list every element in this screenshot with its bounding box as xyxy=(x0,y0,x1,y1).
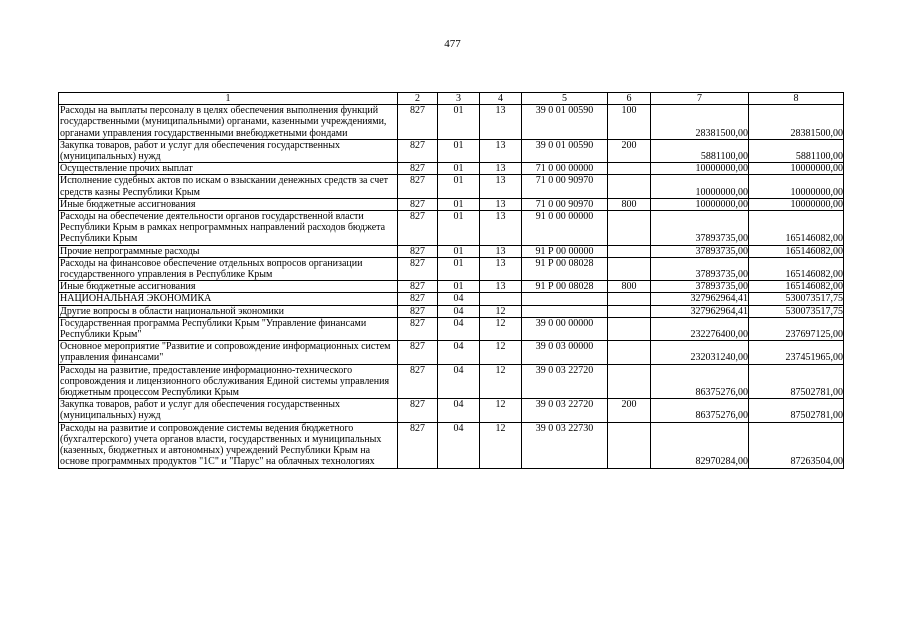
cell-expense-type: 200 xyxy=(608,399,651,422)
table-row xyxy=(59,245,844,257)
table-row xyxy=(59,293,844,305)
cell-code: 827 xyxy=(398,139,438,162)
cell-amount-col7: 327962964,41 xyxy=(651,293,749,305)
cell-amount-col8: 530073517,75 xyxy=(749,293,844,305)
cell-subsection: 13 xyxy=(480,163,522,175)
cell-section: 01 xyxy=(438,281,480,293)
cell-code: 827 xyxy=(398,105,438,140)
table-row xyxy=(59,399,844,422)
cell-section: 01 xyxy=(438,139,480,162)
cell-amount-col8: 87502781,00 xyxy=(749,399,844,422)
cell-amount-col8: 28381500,00 xyxy=(749,105,844,140)
cell-section: 01 xyxy=(438,211,480,246)
cell-amount-col8: 237697125,00 xyxy=(749,317,844,340)
cell-subsection: 13 xyxy=(480,105,522,140)
cell-expense-type xyxy=(608,293,651,305)
cell-name: Закупка товаров, работ и услуг для обеспечения государственных (муниципальных) нужд xyxy=(59,139,398,162)
table-row xyxy=(59,198,844,210)
cell-amount-col7: 37893735,00 xyxy=(651,281,749,293)
cell-expense-type xyxy=(608,364,651,399)
cell-target-article xyxy=(522,305,608,317)
cell-amount-col7: 232276400,00 xyxy=(651,317,749,340)
cell-target-article: 39 0 03 22720 xyxy=(522,399,608,422)
header-cell-1: 1 xyxy=(59,93,398,105)
cell-subsection: 13 xyxy=(480,281,522,293)
cell-code: 827 xyxy=(398,399,438,422)
table-row xyxy=(59,211,844,246)
cell-amount-col7: 37893735,00 xyxy=(651,245,749,257)
cell-subsection: 12 xyxy=(480,341,522,364)
cell-subsection: 13 xyxy=(480,175,522,198)
cell-section: 01 xyxy=(438,163,480,175)
cell-expense-type xyxy=(608,245,651,257)
cell-section: 04 xyxy=(438,399,480,422)
cell-target-article: 71 0 00 90970 xyxy=(522,198,608,210)
cell-amount-col8: 10000000,00 xyxy=(749,163,844,175)
table-row xyxy=(59,317,844,340)
cell-subsection: 13 xyxy=(480,139,522,162)
cell-section: 04 xyxy=(438,364,480,399)
cell-name: Прочие непрограммные расходы xyxy=(59,245,398,257)
cell-section: 04 xyxy=(438,293,480,305)
cell-amount-col7: 86375276,00 xyxy=(651,364,749,399)
cell-code: 827 xyxy=(398,422,438,468)
cell-subsection: 13 xyxy=(480,257,522,280)
header-cell-5: 5 xyxy=(522,93,608,105)
cell-name: Иные бюджетные ассигнования xyxy=(59,281,398,293)
cell-subsection: 12 xyxy=(480,317,522,340)
cell-name: Расходы на финансовое обеспечение отдельных вопросов организации государственного управления в Республике Крым xyxy=(59,257,398,280)
table-row xyxy=(59,163,844,175)
cell-amount-col7: 37893735,00 xyxy=(651,257,749,280)
cell-name: Исполнение судебных актов по искам о взыскании денежных средств за счет средств казны Республики Крым xyxy=(59,175,398,198)
cell-expense-type xyxy=(608,341,651,364)
cell-target-article: 71 0 00 00000 xyxy=(522,163,608,175)
table-row xyxy=(59,175,844,198)
cell-subsection: 12 xyxy=(480,364,522,399)
header-cell-6: 6 xyxy=(608,93,651,105)
cell-section: 01 xyxy=(438,198,480,210)
cell-amount-col8: 237451965,00 xyxy=(749,341,844,364)
cell-name: Расходы на развитие и сопровождение системы ведения бюджетного (бухгалтерского) учета органов власти, государственных и муниципальных (казенных, бюджетных и автономных) учреждений Республики Крым на основе программных продуктов "1С" и "Парус" на облачных технологиях xyxy=(59,422,398,468)
cell-amount-col7: 5881100,00 xyxy=(651,139,749,162)
cell-code: 827 xyxy=(398,257,438,280)
cell-name: Закупка товаров, работ и услуг для обеспечения государственных (муниципальных) нужд xyxy=(59,399,398,422)
cell-section: 01 xyxy=(438,105,480,140)
cell-expense-type xyxy=(608,305,651,317)
cell-subsection: 12 xyxy=(480,399,522,422)
cell-code: 827 xyxy=(398,245,438,257)
cell-code: 827 xyxy=(398,317,438,340)
cell-code: 827 xyxy=(398,364,438,399)
cell-code: 827 xyxy=(398,198,438,210)
cell-target-article: 39 0 03 22730 xyxy=(522,422,608,468)
cell-amount-col7: 28381500,00 xyxy=(651,105,749,140)
cell-expense-type: 800 xyxy=(608,281,651,293)
cell-name: НАЦИОНАЛЬНАЯ ЭКОНОМИКА xyxy=(59,293,398,305)
header-cell-7: 7 xyxy=(651,93,749,105)
cell-amount-col7: 10000000,00 xyxy=(651,175,749,198)
cell-amount-col7: 10000000,00 xyxy=(651,198,749,210)
cell-code: 827 xyxy=(398,281,438,293)
cell-expense-type xyxy=(608,175,651,198)
page-number: 477 xyxy=(444,38,461,50)
cell-expense-type xyxy=(608,211,651,246)
cell-name: Иные бюджетные ассигнования xyxy=(59,198,398,210)
cell-amount-col7: 86375276,00 xyxy=(651,399,749,422)
cell-expense-type xyxy=(608,317,651,340)
cell-section: 01 xyxy=(438,257,480,280)
cell-section: 04 xyxy=(438,422,480,468)
cell-subsection: 13 xyxy=(480,245,522,257)
table-header-row xyxy=(59,93,844,105)
header-cell-2: 2 xyxy=(398,93,438,105)
budget-table xyxy=(58,92,844,469)
table-row xyxy=(59,364,844,399)
cell-name: Государственная программа Республики Крым "Управление финансами Республики Крым" xyxy=(59,317,398,340)
cell-name: Другие вопросы в области национальной экономики xyxy=(59,305,398,317)
cell-amount-col7: 37893735,00 xyxy=(651,211,749,246)
table-row xyxy=(59,105,844,140)
cell-section: 04 xyxy=(438,317,480,340)
cell-expense-type: 800 xyxy=(608,198,651,210)
cell-expense-type: 200 xyxy=(608,139,651,162)
table-row xyxy=(59,422,844,468)
header-cell-8: 8 xyxy=(749,93,844,105)
cell-name: Расходы на выплаты персоналу в целях обеспечения выполнения функций государственными (муниципальными) органами, казенными учреждениями, органами управления государственными внебюджетными фондами xyxy=(59,105,398,140)
cell-section: 04 xyxy=(438,341,480,364)
cell-expense-type xyxy=(608,422,651,468)
cell-target-article: 39 0 01 00590 xyxy=(522,105,608,140)
table-row xyxy=(59,257,844,280)
cell-amount-col8: 87263504,00 xyxy=(749,422,844,468)
header-cell-3: 3 xyxy=(438,93,480,105)
cell-amount-col7: 327962964,41 xyxy=(651,305,749,317)
cell-section: 01 xyxy=(438,245,480,257)
cell-amount-col8: 165146082,00 xyxy=(749,281,844,293)
cell-amount-col7: 10000000,00 xyxy=(651,163,749,175)
cell-target-article xyxy=(522,293,608,305)
cell-code: 827 xyxy=(398,163,438,175)
cell-amount-col8: 165146082,00 xyxy=(749,245,844,257)
cell-amount-col8: 87502781,00 xyxy=(749,364,844,399)
table-row xyxy=(59,139,844,162)
cell-amount-col8: 5881100,00 xyxy=(749,139,844,162)
cell-subsection xyxy=(480,293,522,305)
cell-name: Расходы на развитие, предоставление информационно-технического сопровождения и лицензионного обслуживания Единой системы управления бюджетным процессом Республики Крым xyxy=(59,364,398,399)
table-row xyxy=(59,281,844,293)
cell-code: 827 xyxy=(398,175,438,198)
cell-subsection: 12 xyxy=(480,422,522,468)
table-row xyxy=(59,341,844,364)
cell-expense-type xyxy=(608,163,651,175)
header-cell-4: 4 xyxy=(480,93,522,105)
cell-code: 827 xyxy=(398,305,438,317)
cell-target-article: 91 Р 00 08028 xyxy=(522,257,608,280)
cell-subsection: 12 xyxy=(480,305,522,317)
cell-name: Расходы на обеспечение деятельности органов государственной власти Республики Крым в рамках непрограммных направлений расходов бюджета Республики Крым xyxy=(59,211,398,246)
cell-subsection: 13 xyxy=(480,198,522,210)
cell-amount-col8: 165146082,00 xyxy=(749,257,844,280)
cell-target-article: 91 Р 00 00000 xyxy=(522,245,608,257)
cell-expense-type: 100 xyxy=(608,105,651,140)
cell-section: 04 xyxy=(438,305,480,317)
cell-target-article: 91 0 00 00000 xyxy=(522,211,608,246)
cell-target-article: 91 Р 00 08028 xyxy=(522,281,608,293)
cell-expense-type xyxy=(608,257,651,280)
cell-target-article: 71 0 00 90970 xyxy=(522,175,608,198)
cell-amount-col7: 82970284,00 xyxy=(651,422,749,468)
table-row xyxy=(59,305,844,317)
cell-target-article: 39 0 03 00000 xyxy=(522,341,608,364)
cell-amount-col8: 165146082,00 xyxy=(749,211,844,246)
cell-target-article: 39 0 01 00590 xyxy=(522,139,608,162)
cell-name: Основное мероприятие "Развитие и сопровождение информационных систем управления финансами" xyxy=(59,341,398,364)
cell-target-article: 39 0 03 22720 xyxy=(522,364,608,399)
cell-code: 827 xyxy=(398,293,438,305)
cell-target-article: 39 0 00 00000 xyxy=(522,317,608,340)
cell-name: Осуществление прочих выплат xyxy=(59,163,398,175)
cell-amount-col8: 530073517,75 xyxy=(749,305,844,317)
cell-subsection: 13 xyxy=(480,211,522,246)
cell-code: 827 xyxy=(398,211,438,246)
cell-code: 827 xyxy=(398,341,438,364)
cell-amount-col8: 10000000,00 xyxy=(749,198,844,210)
cell-section: 01 xyxy=(438,175,480,198)
cell-amount-col8: 10000000,00 xyxy=(749,175,844,198)
cell-amount-col7: 232031240,00 xyxy=(651,341,749,364)
